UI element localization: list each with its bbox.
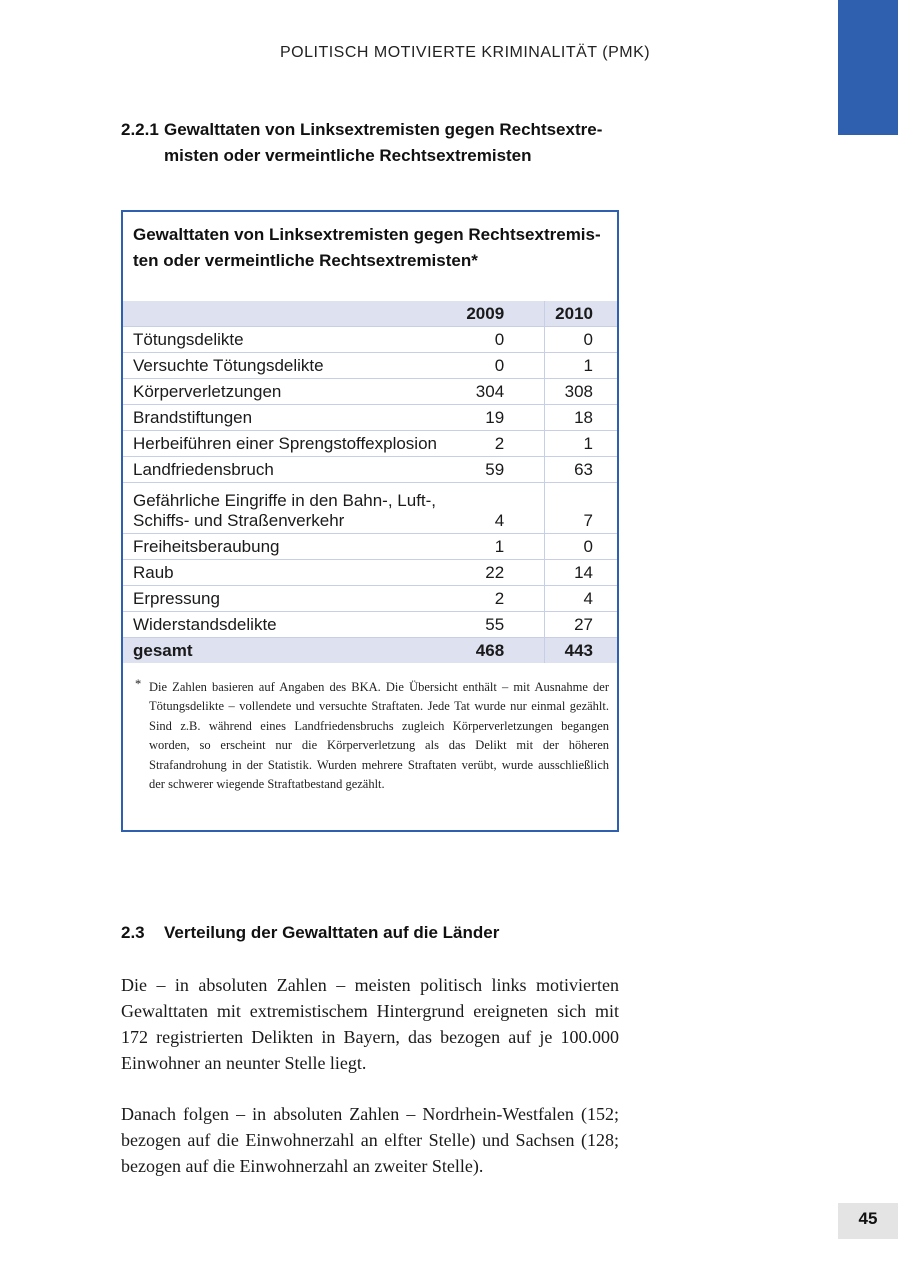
table-row bbox=[123, 431, 617, 457]
table-footnote bbox=[135, 678, 609, 794]
section-title: Gewalttaten von Linksextremisten gegen Rechtsextremisten oder vermeintliche Rechtsextremisten bbox=[164, 120, 603, 165]
value-2010: 18 bbox=[545, 405, 617, 431]
total-label: gesamt bbox=[123, 638, 456, 664]
row-label: Herbeiführen einer Sprengstoffexplosion bbox=[123, 431, 456, 457]
paragraph: Danach folgen – in absoluten Zahlen – Nordrhein-Westfalen (152; bezogen auf die Einwohnerzahl an elfter Stelle) und Sachsen (128; bezogen auf die Einwohnerzahl an zweiter Stelle). bbox=[121, 1104, 619, 1176]
row-label: Gefährliche Eingriffe in den Bahn-, Luft-, Schiffs- und Straßenverkehr bbox=[123, 483, 456, 534]
value-2010: 1 bbox=[545, 431, 617, 457]
table-header-row bbox=[123, 301, 617, 327]
value-2009: 1 bbox=[456, 534, 544, 560]
chapter-tab bbox=[838, 0, 898, 135]
table-row bbox=[123, 560, 617, 586]
table-row bbox=[123, 534, 617, 560]
table-title: Gewalttaten von Linksextremisten gegen Rechtsextremisten oder vermeintliche Rechtsextremisten* bbox=[133, 225, 601, 270]
value-2009: 304 bbox=[456, 379, 544, 405]
row-label: Brandstiftungen bbox=[123, 405, 456, 431]
section-number: 2.2.1 bbox=[121, 120, 159, 139]
row-label: Körperverletzungen bbox=[123, 379, 456, 405]
section-heading-2-2-1 bbox=[121, 117, 621, 169]
table-row bbox=[123, 379, 617, 405]
page-number: 45 bbox=[838, 1203, 898, 1239]
statistics-box bbox=[121, 210, 619, 832]
table-row bbox=[123, 483, 617, 534]
header-label-cell bbox=[123, 301, 456, 327]
table-row bbox=[123, 457, 617, 483]
row-label: Erpressung bbox=[123, 586, 456, 612]
footnote-text: Die Zahlen basieren auf Angaben des BKA. Die Übersicht enthält – mit Ausnahme der Tötungsdelikte – vollendete und versuchte Straftaten. Jede Tat wurde nur einmal gezählt. Sind z.B. während eines Landfriedensbruchs zugleich Körperverletzungen begangen worden, so erscheint nur die Körperverletzung als das Delikt mit der höheren Strafandrohung in der Statistik. Wurden mehrere Straftaten verübt, wurde ausschließlich der schwerer wiegende Straftatbestand gezählt. bbox=[149, 680, 609, 792]
value-2010: 7 bbox=[545, 483, 617, 534]
footnote-marker: * bbox=[135, 677, 142, 691]
total-2009: 468 bbox=[456, 638, 544, 664]
value-2010: 14 bbox=[545, 560, 617, 586]
statistics-table bbox=[123, 301, 617, 663]
table-row bbox=[123, 353, 617, 379]
value-2009: 55 bbox=[456, 612, 544, 638]
total-row bbox=[123, 638, 617, 664]
paragraph: Die – in absoluten Zahlen – meisten politisch links motivierten Gewalttaten mit extremistischem Hintergrund ereigneten sich mit 172 registrierten Delikten in Bayern, das bezogen auf je 100.000 Einwohner an neunter Stelle liegt. bbox=[121, 975, 619, 1073]
section-title: Verteilung der Gewalttaten auf die Länder bbox=[164, 923, 500, 942]
row-label: Raub bbox=[123, 560, 456, 586]
total-2010: 443 bbox=[545, 638, 617, 664]
value-2009: 19 bbox=[456, 405, 544, 431]
section-number: 2.3 bbox=[121, 923, 145, 942]
value-2009: 0 bbox=[456, 353, 544, 379]
table-row bbox=[123, 612, 617, 638]
value-2009: 4 bbox=[456, 483, 544, 534]
table-row bbox=[123, 327, 617, 353]
running-header: POLITISCH MOTIVIERTE KRIMINALITÄT (PMK) bbox=[280, 44, 651, 61]
value-2009: 2 bbox=[456, 586, 544, 612]
value-2010: 308 bbox=[545, 379, 617, 405]
value-2010: 27 bbox=[545, 612, 617, 638]
value-2010: 0 bbox=[545, 534, 617, 560]
table-row bbox=[123, 405, 617, 431]
section-heading-2-3 bbox=[121, 920, 621, 946]
row-label: Versuchte Tötungsdelikte bbox=[123, 353, 456, 379]
value-2009: 0 bbox=[456, 327, 544, 353]
value-2010: 4 bbox=[545, 586, 617, 612]
value-2009: 22 bbox=[456, 560, 544, 586]
value-2010: 1 bbox=[545, 353, 617, 379]
row-label: Tötungsdelikte bbox=[123, 327, 456, 353]
row-label: Widerstandsdelikte bbox=[123, 612, 456, 638]
header-2010: 2010 bbox=[545, 301, 617, 327]
table-row bbox=[123, 586, 617, 612]
value-2009: 59 bbox=[456, 457, 544, 483]
header-2009: 2009 bbox=[456, 301, 544, 327]
value-2010: 0 bbox=[545, 327, 617, 353]
value-2009: 2 bbox=[456, 431, 544, 457]
row-label: Freiheitsberaubung bbox=[123, 534, 456, 560]
value-2010: 63 bbox=[545, 457, 617, 483]
row-label: Landfriedensbruch bbox=[123, 457, 456, 483]
